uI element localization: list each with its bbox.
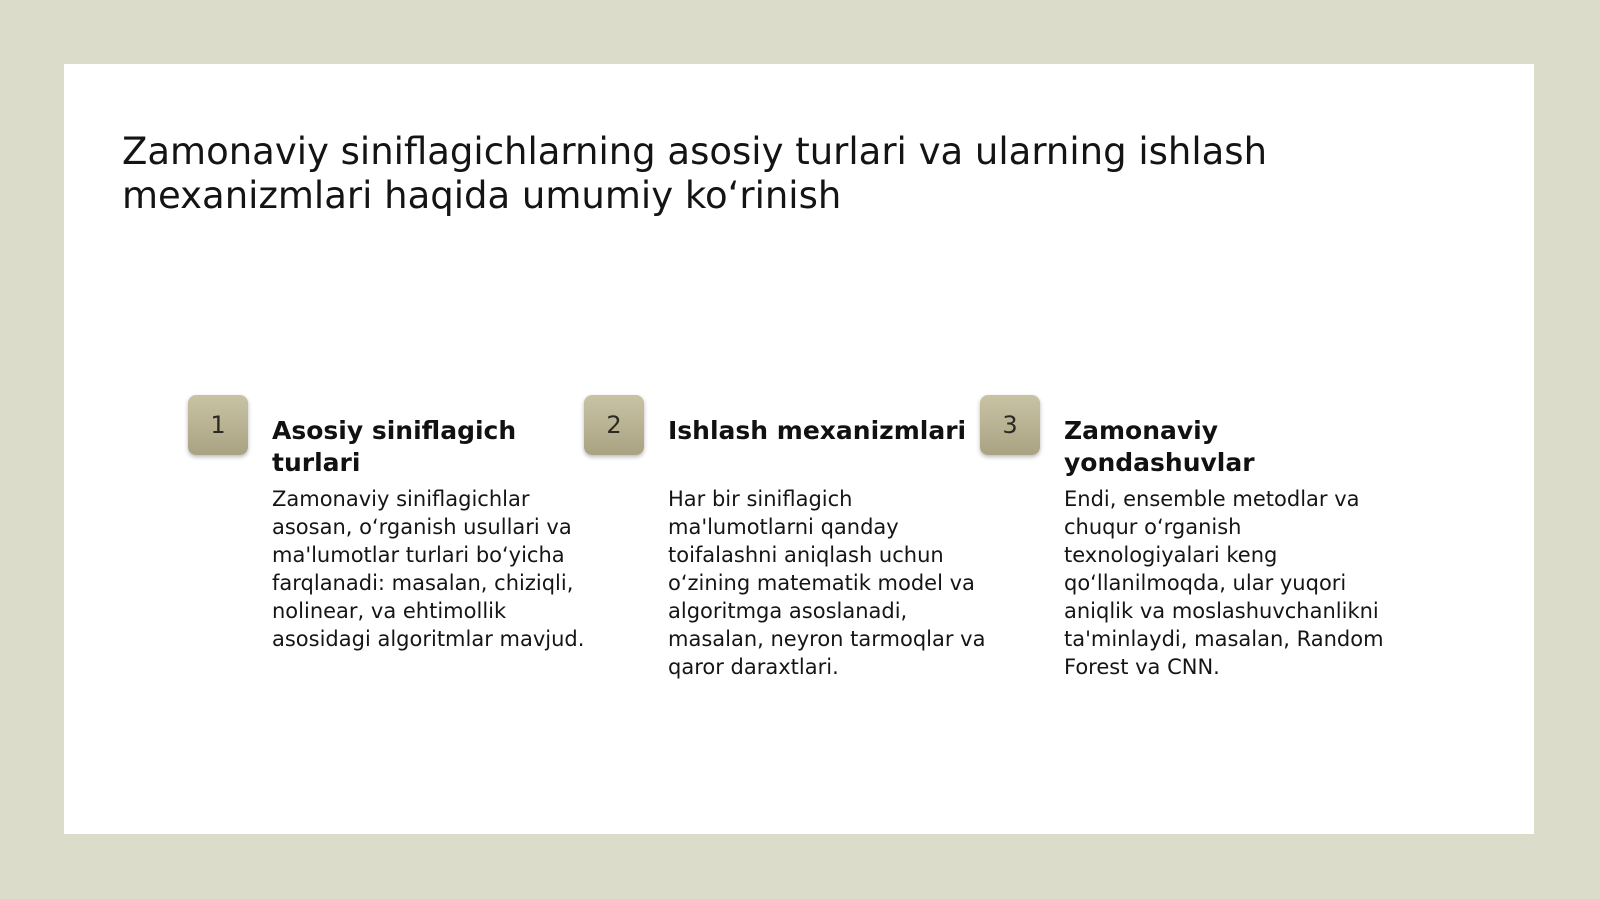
step-number-badge: 3 [980, 395, 1040, 455]
step-item [584, 395, 984, 695]
step-number-badge: 1 [188, 395, 248, 455]
step-number-badge: 2 [584, 395, 644, 455]
step-item [980, 395, 1384, 695]
step-description: Har bir siniflagich ma'lumotlarni qanday toifalashni aniqlash uchun o‘zining matematik model va algoritmga asoslanadi, masalan, neyron tarmoqlar va qaror daraxtlari. [668, 487, 986, 679]
step-heading: Zamonaviy yondashuvlar [1064, 416, 1255, 477]
step-item [188, 395, 588, 695]
slide [64, 64, 1534, 834]
step-heading: Asosiy siniflagich turlari [272, 416, 517, 477]
step-heading: Ishlash mexanizmlari [668, 416, 967, 445]
step-description: Zamonaviy siniflagichlar asosan, o‘rganish usullari va ma'lumotlar turlari bo‘yicha farqlanadi: masalan, chiziqli, nolinear, va ehtimollik asosidagi algoritmlar mavjud. [272, 487, 585, 651]
step-description: Endi, ensemble metodlar va chuqur o‘rganish texnologiyalari keng qo‘llanilmoqda, ular yuqori aniqlik va moslashuvchanlikni ta'minlaydi, masalan, Random Forest va CNN. [1064, 487, 1384, 679]
steps-list [188, 395, 1448, 695]
slide-title: Zamonaviy siniflagichlarning asosiy turlari va ularning ishlash mexanizmlari haqida umumiy ko‘rinish [122, 130, 1268, 217]
